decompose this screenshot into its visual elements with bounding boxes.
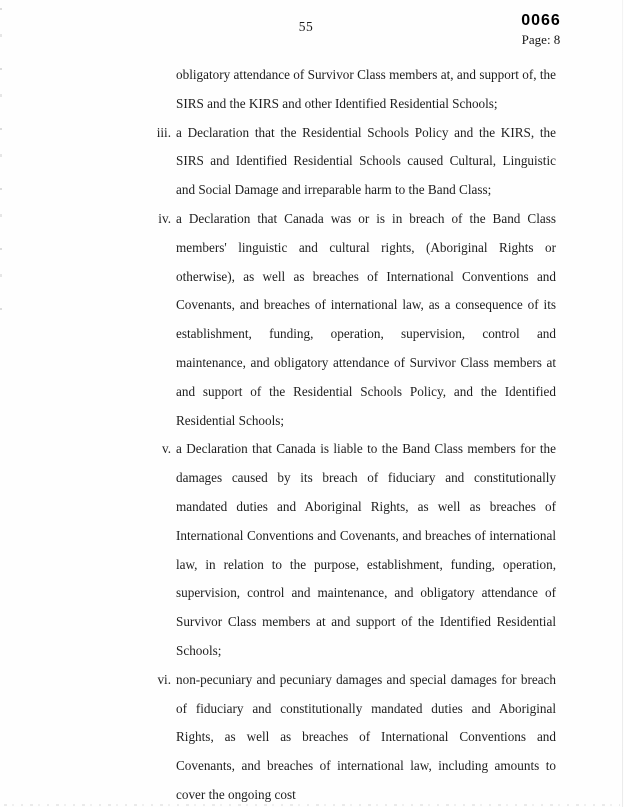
document-body xyxy=(156,61,556,810)
bates-number: 0066 xyxy=(521,12,561,29)
list-item-text: a Declaration that Canada was or is in breach of the Band Class members' linguistic and cultural rights, (Aboriginal Rights or otherwise), as well as breaches of International Conventions and Covenants, and breaches of international law, as a consequence of its establishment, funding, operation, supervision, control and maintenance, and obligatory attendance of Survivor Class members at and support of the Residential Schools Policy, and the Identified Residential Schools; xyxy=(176,210,556,428)
list-item-marker: iii. xyxy=(156,124,171,140)
scan-noise-left-edge xyxy=(0,8,2,328)
page-number: 55 xyxy=(298,19,314,34)
list-item-marker: v. xyxy=(161,441,171,457)
list-item-vi xyxy=(157,666,556,810)
list-item-text: non-pecuniary and pecuniary damages and special damages for breach of fiduciary and constitutionally mandated duties and Aboriginal Rights, as well as breaches of International Conventions and Covenants, and breaches of international law, including amounts to cover the ongoing cost xyxy=(176,671,556,802)
stamp-page-label: Page: 8 xyxy=(521,32,561,47)
list-item-iii xyxy=(156,119,556,205)
list-item-text: a Declaration that Canada is liable to the Band Class members for the damages caused by its breach of fiduciary and constitutionally mandated duties and Aboriginal Rights, as well as breaches of International Conventions and Covenants, and breaches of international law, in relation to the purpose, establishment, funding, operation, supervision, control and maintenance, and obligatory attendance of Survivor Class members at and support of the Identified Residential Schools; xyxy=(176,441,556,658)
scan-noise-bottom-edge xyxy=(4,804,620,806)
list-item-continuation xyxy=(176,61,556,119)
list-item-iv xyxy=(158,205,556,435)
list-item-text: a Declaration that the Residential Schools Policy and the KIRS, the SIRS and Identified Residential Schools caused Cultural, Linguistic and Social Damage and irreparable harm to the Band Class; xyxy=(176,124,556,198)
list-item-marker: vi. xyxy=(157,671,171,687)
list-item-marker: iv. xyxy=(158,210,171,226)
list-item-v xyxy=(161,435,556,665)
bates-stamp xyxy=(498,12,584,47)
list-item-text: obligatory attendance of Survivor Class members at, and support of, the SIRS and the KIRS and other Identified Residential Schools; xyxy=(176,67,556,111)
scan-edge-right xyxy=(622,0,623,807)
